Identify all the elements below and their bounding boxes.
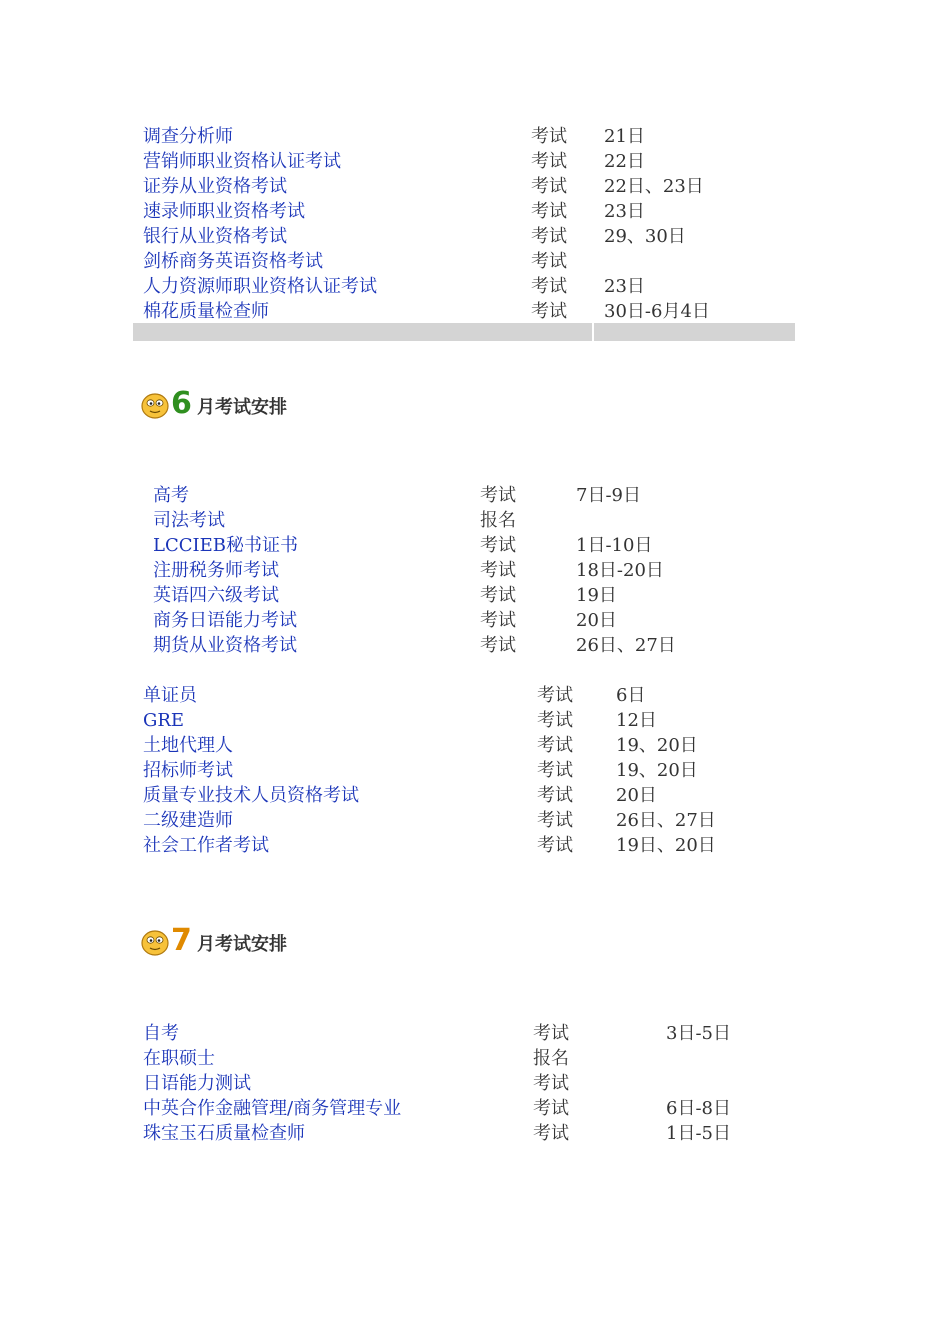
exam-name: 珠宝玉石质量检查师 bbox=[143, 1123, 305, 1144]
exam-type: 考试 bbox=[537, 735, 573, 756]
exam-type: 考试 bbox=[531, 126, 567, 147]
exam-type: 考试 bbox=[480, 485, 516, 506]
exam-type: 考试 bbox=[480, 585, 516, 606]
exam-date: 22日、23日 bbox=[604, 176, 704, 197]
table-row bbox=[0, 733, 950, 758]
exam-name: 调查分析师 bbox=[143, 126, 233, 147]
exam-date: 20日 bbox=[576, 610, 617, 631]
exam-date: 20日 bbox=[616, 785, 657, 806]
exam-name: 营销师职业资格认证考试 bbox=[143, 151, 341, 172]
exam-type: 考试 bbox=[533, 1123, 569, 1144]
table-row bbox=[0, 683, 950, 708]
table-footer-bar bbox=[133, 323, 795, 341]
table-row bbox=[0, 808, 950, 833]
exam-type: 考试 bbox=[533, 1073, 569, 1094]
exam-name: 英语四六级考试 bbox=[153, 585, 279, 606]
exam-name: 在职硕士 bbox=[143, 1048, 215, 1069]
exam-name: 自考 bbox=[143, 1023, 179, 1044]
exam-type: 考试 bbox=[531, 151, 567, 172]
table-row bbox=[0, 608, 950, 633]
table-row bbox=[0, 783, 950, 808]
exam-type: 报名 bbox=[533, 1048, 569, 1069]
table-row bbox=[0, 224, 950, 249]
exam-date: 12日 bbox=[616, 710, 657, 731]
exam-type: 考试 bbox=[537, 685, 573, 706]
exam-date: 26日、27日 bbox=[576, 635, 676, 656]
exam-type: 考试 bbox=[480, 635, 516, 656]
exam-date: 1日-5日 bbox=[666, 1123, 731, 1144]
table-row bbox=[0, 149, 950, 174]
table-row bbox=[0, 1121, 950, 1146]
exam-name: 日语能力测试 bbox=[143, 1073, 251, 1094]
smiley-emoticon-icon bbox=[141, 393, 169, 419]
exam-name: 单证员 bbox=[143, 685, 197, 706]
exam-name: 招标师考试 bbox=[143, 760, 233, 781]
exam-date: 1日-10日 bbox=[576, 535, 653, 556]
exam-type: 考试 bbox=[531, 201, 567, 222]
exam-name: 土地代理人 bbox=[143, 735, 233, 756]
exam-type: 考试 bbox=[531, 176, 567, 197]
exam-date: 26日、27日 bbox=[616, 810, 716, 831]
june-heading-title: 月考试安排 bbox=[197, 397, 287, 418]
exam-name: 质量专业技术人员资格考试 bbox=[143, 785, 359, 806]
exam-type: 考试 bbox=[480, 535, 516, 556]
table-row bbox=[0, 533, 950, 558]
table-row bbox=[0, 174, 950, 199]
table-row bbox=[0, 508, 950, 533]
exam-name: 中英合作金融管理/商务管理专业 bbox=[143, 1098, 402, 1119]
exam-name: 期货从业资格考试 bbox=[153, 635, 297, 656]
table-row bbox=[0, 1046, 950, 1071]
exam-name: 注册税务师考试 bbox=[153, 560, 279, 581]
exam-type: 报名 bbox=[480, 510, 516, 531]
exam-date: 19、20日 bbox=[616, 760, 698, 781]
table-row bbox=[0, 483, 950, 508]
exam-type: 考试 bbox=[533, 1023, 569, 1044]
table-row bbox=[0, 1071, 950, 1096]
july-heading-title: 月考试安排 bbox=[197, 934, 287, 955]
table-row bbox=[0, 558, 950, 583]
exam-date: 6日 bbox=[616, 685, 646, 706]
exam-name: 人力资源师职业资格认证考试 bbox=[143, 276, 377, 297]
exam-date: 22日 bbox=[604, 151, 645, 172]
exam-date: 30日-6月4日 bbox=[604, 301, 710, 322]
table-row bbox=[0, 633, 950, 658]
exam-date: 18日-20日 bbox=[576, 560, 664, 581]
exam-type: 考试 bbox=[533, 1098, 569, 1119]
exam-date: 19日、20日 bbox=[616, 835, 716, 856]
table-row bbox=[0, 299, 950, 324]
table-footer-divider bbox=[592, 323, 594, 341]
table-row bbox=[0, 1021, 950, 1046]
exam-date: 23日 bbox=[604, 276, 645, 297]
exam-type: 考试 bbox=[480, 560, 516, 581]
exam-name: 商务日语能力考试 bbox=[153, 610, 297, 631]
table-row bbox=[0, 833, 950, 858]
exam-date: 19、20日 bbox=[616, 735, 698, 756]
exam-name: 高考 bbox=[153, 485, 189, 506]
exam-date: 29、30日 bbox=[604, 226, 686, 247]
exam-type: 考试 bbox=[537, 810, 573, 831]
table-row bbox=[0, 249, 950, 274]
exam-date: 19日 bbox=[576, 585, 617, 606]
exam-name: 司法考试 bbox=[153, 510, 225, 531]
exam-name: GRE bbox=[143, 710, 185, 731]
exam-type: 考试 bbox=[537, 785, 573, 806]
exam-type: 考试 bbox=[531, 226, 567, 247]
exam-date: 6日-8日 bbox=[666, 1098, 731, 1119]
exam-name: 速录师职业资格考试 bbox=[143, 201, 305, 222]
exam-type: 考试 bbox=[531, 251, 567, 272]
exam-type: 考试 bbox=[531, 276, 567, 297]
table-row bbox=[0, 758, 950, 783]
table-row bbox=[0, 583, 950, 608]
table-row bbox=[0, 708, 950, 733]
exam-date: 21日 bbox=[604, 126, 645, 147]
table-row bbox=[0, 274, 950, 299]
exam-name: 二级建造师 bbox=[143, 810, 233, 831]
table-row bbox=[0, 1096, 950, 1121]
table-row bbox=[0, 124, 950, 149]
table-row bbox=[0, 199, 950, 224]
exam-name: 证券从业资格考试 bbox=[143, 176, 287, 197]
exam-date: 3日-5日 bbox=[666, 1023, 731, 1044]
exam-type: 考试 bbox=[537, 710, 573, 731]
exam-name: 剑桥商务英语资格考试 bbox=[143, 251, 323, 272]
june-month-number: 6 bbox=[171, 386, 192, 421]
smiley-emoticon-icon bbox=[141, 930, 169, 956]
exam-date: 23日 bbox=[604, 201, 645, 222]
exam-name: 银行从业资格考试 bbox=[143, 226, 287, 247]
exam-type: 考试 bbox=[480, 610, 516, 631]
exam-name: 棉花质量检查师 bbox=[143, 301, 269, 322]
exam-type: 考试 bbox=[531, 301, 567, 322]
exam-type: 考试 bbox=[537, 835, 573, 856]
exam-date: 7日-9日 bbox=[576, 485, 641, 506]
exam-name: LCCIEB秘书证书 bbox=[153, 535, 298, 556]
exam-name: 社会工作者考试 bbox=[143, 835, 269, 856]
july-month-number: 7 bbox=[171, 923, 192, 958]
exam-type: 考试 bbox=[537, 760, 573, 781]
